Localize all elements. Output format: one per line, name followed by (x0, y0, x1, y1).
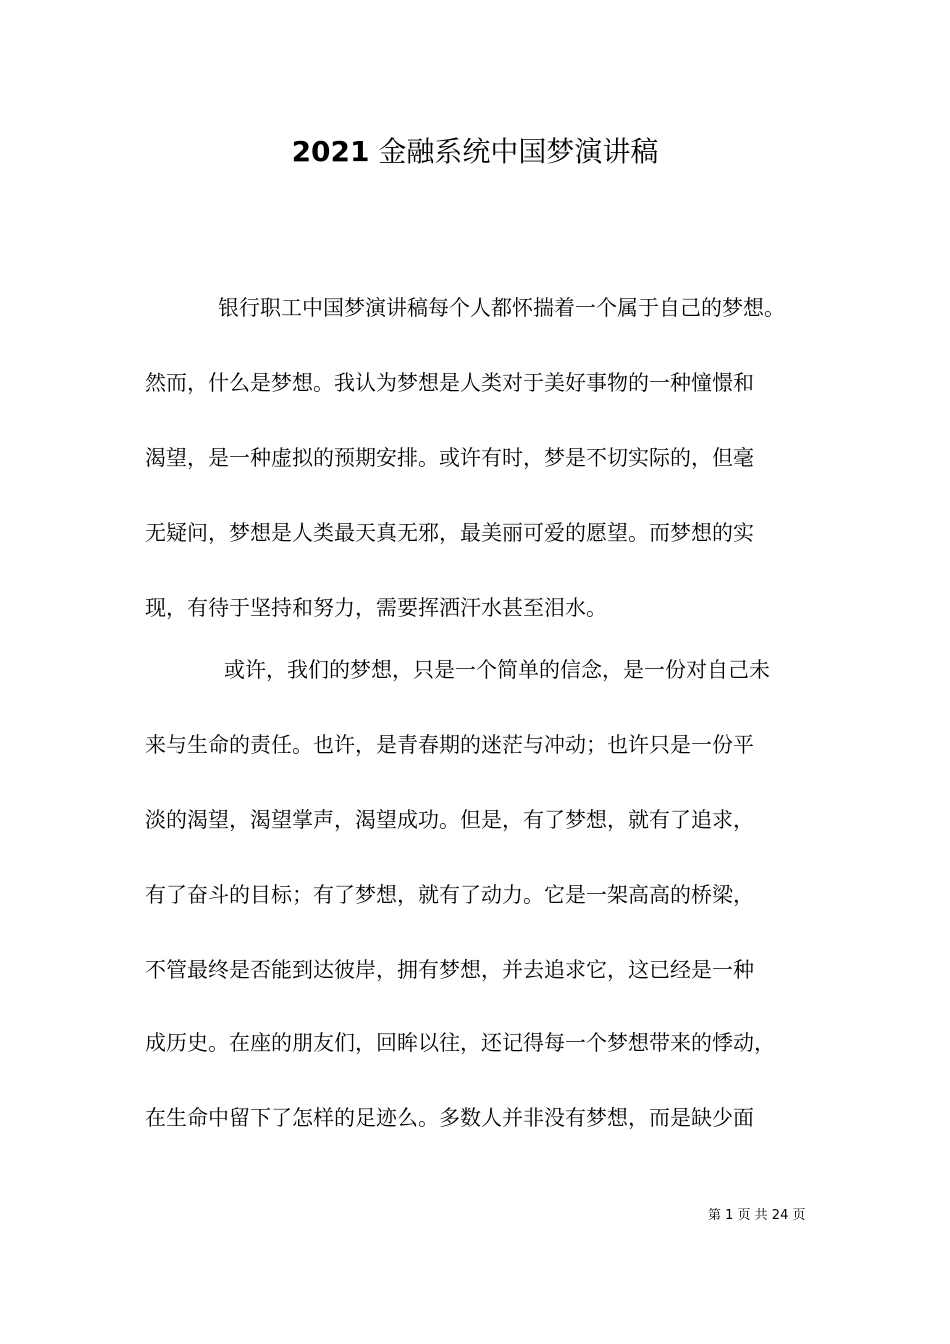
paragraph-1-line-2: 然而，什么是梦想。我认为梦想是人类对于美好事物的一种憧憬和 (145, 371, 754, 395)
title-year: 2021 (291, 135, 370, 168)
paragraph-2-line-4: 有了奋斗的目标；有了梦想，就有了动力。它是一架高高的桥梁， (145, 883, 754, 907)
paragraph-2-line-3: 淡的渴望，渴望掌声，渴望成功。但是，有了梦想，就有了追求， (145, 808, 754, 832)
paragraph-1-line-4: 无疑问，梦想是人类最天真无邪，最美丽可爱的愿望。而梦想的实 (145, 521, 754, 545)
title-text: 金融系统中国梦演讲稿 (378, 135, 659, 168)
paragraph-1-line-5: 现，有待于坚持和努力，需要挥洒汗水甚至泪水。 (145, 596, 607, 620)
paragraph-2-line-6: 成历史。在座的朋友们，回眸以往，还记得每一个梦想带来的悸动， (145, 1031, 775, 1055)
paragraph-1-line-3: 渴望，是一种虚拟的预期安排。或许有时，梦是不切实际的，但毫 (145, 446, 754, 470)
paragraph-2-line-7: 在生命中留下了怎样的足迹么。多数人并非没有梦想，而是缺少面 (145, 1106, 754, 1130)
paragraph-1-line-1: 银行职工中国梦演讲稿每个人都怀揣着一个属于自己的梦想。 (218, 296, 785, 320)
document-title (0, 130, 950, 174)
paragraph-2-line-2: 来与生命的责任。也许，是青春期的迷茫与冲动；也许只是一份平 (145, 733, 754, 757)
paragraph-2-line-1: 或许，我们的梦想，只是一个简单的信念，是一份对自己未 (224, 658, 770, 682)
page-number-footer: 第 1 页 共 24 页 (708, 1208, 806, 1223)
paragraph-2-line-5: 不管最终是否能到达彼岸，拥有梦想，并去追求它，这已经是一种 (145, 958, 754, 982)
